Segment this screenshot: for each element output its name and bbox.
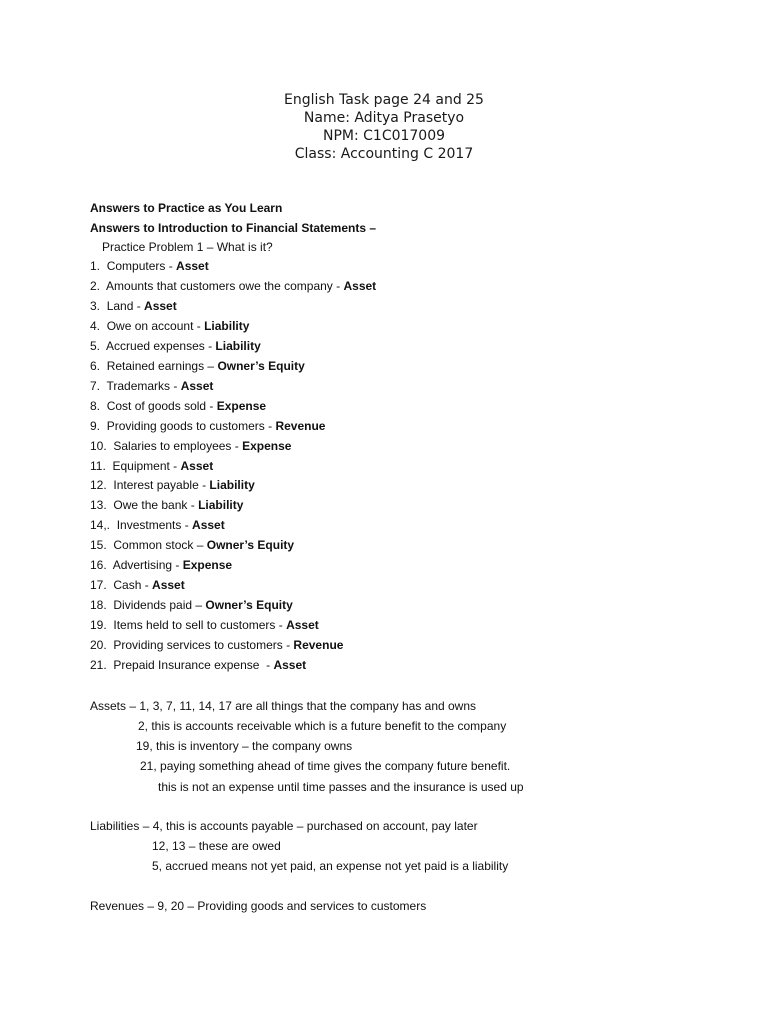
list-item-text: Cash -: [113, 578, 153, 593]
list-item-answer: Owner’s Equity: [217, 358, 305, 373]
list-item-answer: Asset: [273, 658, 307, 672]
list-item-answer: Revenue: [275, 418, 326, 433]
list-item-text: Retained earnings –: [106, 358, 218, 373]
list-item-text: Cost of goods sold -: [106, 398, 217, 413]
list-item-text: Salaries to employees -: [113, 438, 243, 453]
revenues-text-1: – 9, 20 – Providing goods and services to customers: [144, 899, 427, 913]
list-item-number: 14,.: [90, 518, 111, 533]
list-item: [90, 536, 294, 556]
assets-line-5: this is not an expense until time passes and the insurance is used up: [158, 780, 524, 794]
assets-line-3: 19, this is inventory – the company owns: [136, 739, 353, 753]
revenues-label: Revenues: [90, 899, 145, 913]
list-item-number: 15.: [90, 538, 107, 553]
list-item-number: 13.: [90, 498, 107, 513]
student-npm: NPM: C1C017009: [322, 128, 446, 144]
list-item-text: Advertising -: [112, 558, 183, 573]
liabilities-line-3: 5, accrued means not yet paid, an expense not yet paid is a liability: [152, 859, 509, 873]
list-item: [90, 297, 177, 317]
list-item-number: 20.: [90, 638, 107, 653]
list-item-answer: Asset: [176, 259, 209, 273]
liabilities-line-1: [90, 816, 478, 836]
list-item: [90, 357, 305, 377]
list-item-answer: Asset: [286, 618, 319, 633]
list-item-number: 1.: [90, 259, 101, 273]
list-item-text: Land -: [106, 298, 145, 313]
assets-line-4: 21, paying something ahead of time gives the company future benefit.: [140, 759, 511, 773]
list-item-text: Prepaid Insurance expense -: [113, 658, 274, 672]
list-item-number: 19.: [90, 618, 107, 633]
list-item-number: 11.: [90, 458, 106, 473]
assets-label: Assets: [90, 699, 127, 713]
list-item-text: Trademarks -: [106, 378, 181, 393]
list-item: [90, 556, 232, 576]
list-item: [90, 257, 209, 277]
list-item-number: 18.: [90, 598, 107, 613]
list-item-answer: Liability: [215, 338, 261, 353]
problem-title: Practice Problem 1 – What is it?: [102, 240, 273, 254]
list-item-answer: Expense: [216, 398, 267, 413]
list-item-answer: Revenue: [293, 638, 344, 653]
section-title: Answers to Practice as You Learn: [90, 201, 283, 215]
list-item-text: Owe the bank -: [113, 498, 199, 513]
list-item-answer: Owner’s Equity: [206, 538, 295, 553]
list-item: [90, 417, 325, 437]
list-item-number: 3.: [90, 298, 101, 313]
list-item-number: 10.: [90, 438, 107, 453]
list-item-answer: Expense: [182, 558, 233, 573]
list-item-text: Accrued expenses -: [106, 338, 216, 353]
list-item-number: 17.: [90, 578, 107, 593]
list-item-text: Dividends paid –: [113, 598, 206, 613]
list-item: [90, 476, 255, 496]
list-item: [90, 576, 185, 596]
list-item-number: 2.: [90, 278, 101, 293]
list-item-answer: Owner’s Equity: [205, 598, 293, 613]
list-item: [90, 516, 225, 536]
list-item-text: Providing services to customers -: [113, 638, 294, 653]
list-item-number: 21.: [90, 658, 107, 672]
list-item-text: Items held to sell to customers -: [113, 618, 287, 633]
list-item-answer: Asset: [152, 578, 185, 593]
list-item-number: 5.: [90, 338, 101, 353]
list-item: [90, 616, 319, 636]
list-item-answer: Asset: [192, 518, 225, 533]
list-item: [90, 596, 293, 616]
list-item-answer: Asset: [343, 278, 377, 293]
list-item-number: 9.: [90, 418, 101, 433]
list-item-answer: Expense: [242, 438, 292, 453]
list-item-number: 8.: [90, 398, 101, 413]
list-item-text: Providing goods to customers -: [106, 418, 276, 433]
list-item: [90, 337, 261, 357]
list-item: [90, 377, 213, 397]
liabilities-label: Liabilities: [90, 819, 140, 833]
liabilities-text-1: – 4, this is accounts payable – purchased on account, pay later: [139, 819, 478, 833]
document-header: [0, 91, 768, 163]
list-item-number: 6.: [90, 358, 101, 373]
assets-line-2: 2, this is accounts receivable which is a future benefit to the company: [138, 719, 507, 733]
list-item-answer: Liability: [198, 498, 244, 513]
list-item-text: Common stock –: [113, 538, 207, 553]
list-item-text: Amounts that customers owe the company -: [106, 278, 344, 293]
revenues-line-1: [90, 896, 426, 916]
list-item: [90, 277, 376, 297]
list-item-answer: Liability: [209, 478, 255, 493]
list-item-number: 12.: [90, 478, 107, 493]
list-item: [90, 656, 306, 676]
list-item: [90, 317, 249, 337]
student-class: Class: Accounting C 2017: [294, 146, 474, 162]
list-item-answer: Asset: [180, 378, 214, 393]
subsection-title: Answers to Introduction to Financial Statements –: [90, 221, 377, 235]
list-item-text: Equipment -: [112, 458, 181, 473]
student-name: Name: Aditya Prasetyo: [303, 110, 465, 126]
list-item: [90, 437, 291, 457]
list-item-answer: Asset: [144, 298, 177, 313]
assets-line-1: [90, 696, 476, 716]
list-item-number: 7.: [90, 378, 101, 393]
task-title: English Task page 24 and 25: [284, 92, 484, 108]
list-item-text: Owe on account -: [106, 318, 205, 333]
list-item-answer: Asset: [180, 458, 214, 473]
list-item-number: 4.: [90, 318, 101, 333]
list-item-text: Interest payable -: [113, 478, 210, 493]
list-item-text: Computers -: [106, 259, 177, 273]
list-item-number: 16.: [90, 558, 107, 573]
list-item-answer: Liability: [204, 318, 250, 333]
list-item: [90, 496, 243, 516]
list-item: [90, 457, 213, 477]
assets-text-1: – 1, 3, 7, 11, 14, 17 are all things that the company has and owns: [126, 699, 477, 713]
list-item: [90, 397, 266, 417]
list-item-text: Investments -: [116, 518, 193, 533]
list-item: [90, 636, 343, 656]
liabilities-line-2: 12, 13 – these are owed: [152, 839, 281, 853]
